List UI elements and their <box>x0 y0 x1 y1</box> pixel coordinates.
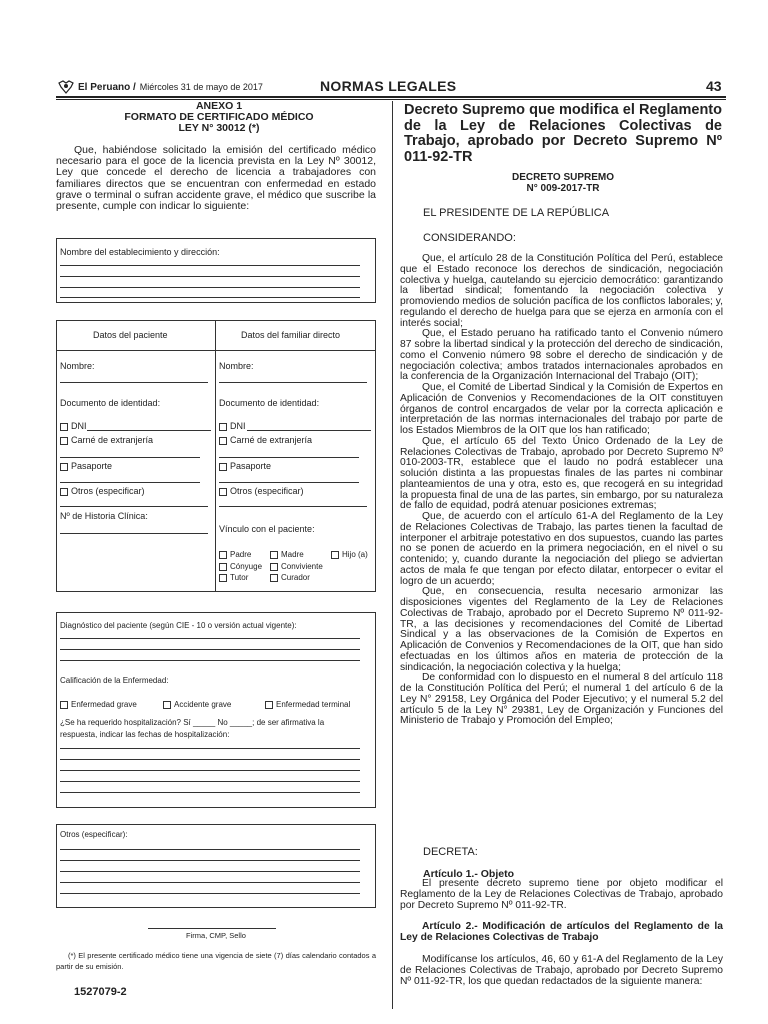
relative-other-option[interactable]: Otros (especificar) <box>219 486 304 496</box>
option-curador[interactable]: Curador <box>270 573 310 582</box>
clinical-history-label: Nº de Historia Clínica: <box>60 511 148 521</box>
checkbox-icon[interactable] <box>219 463 227 471</box>
checkbox-icon[interactable] <box>270 551 278 559</box>
form-line[interactable] <box>60 660 360 661</box>
form-line[interactable] <box>60 770 360 771</box>
option-serious-accident[interactable]: Accidente grave <box>163 700 231 709</box>
relative-dni-option[interactable]: DNI <box>219 421 246 431</box>
annex-number: ANEXO 1 <box>195 100 243 112</box>
patient-other-option[interactable]: Otros (especificar) <box>60 486 145 496</box>
checkbox-icon[interactable] <box>60 437 68 445</box>
other-label: Otros (especificar): <box>60 830 128 839</box>
relative-id-label: Documento de identidad: <box>219 398 320 408</box>
patient-passport-option[interactable]: Pasaporte <box>60 461 112 471</box>
establishment-box <box>56 238 376 303</box>
signature-line[interactable] <box>148 928 276 929</box>
article-2-heading: Artículo 2.- Modificación de artículos del Reglamento de la Ley de Relaciones Colectivas de Trabajo <box>400 921 723 943</box>
patient-dni-field[interactable] <box>87 430 211 431</box>
checkbox-icon[interactable] <box>60 423 68 431</box>
form-line[interactable] <box>60 781 360 782</box>
publication-code: 1527079-2 <box>74 986 127 998</box>
clinical-history-field[interactable] <box>60 533 208 534</box>
form-line[interactable] <box>60 287 360 288</box>
annex-intro: Que, habiéndose solicitado la emisión del certificado médico necesario para el goce de la licencia prevista en la Ley Nº 30012, Ley que concede el derecho de licencia a trabajadores con familiares directos que se encuentran con enfermedad en estado grave o terminal o sufran accidente grave, el médico que suscribe la presente, cumple con indicar lo siguiente: <box>56 144 376 213</box>
diagnosis-box <box>56 612 376 808</box>
option-serious-illness[interactable]: Enfermedad grave <box>60 700 137 709</box>
masthead <box>58 80 263 94</box>
form-line[interactable] <box>60 893 360 894</box>
form-line[interactable] <box>60 297 360 298</box>
considerando-heading: CONSIDERANDO: <box>423 232 516 244</box>
checkbox-icon[interactable] <box>270 574 278 582</box>
checkbox-icon[interactable] <box>219 437 227 445</box>
form-line[interactable] <box>60 860 360 861</box>
checkbox-icon[interactable] <box>60 701 68 709</box>
relative-passport-field[interactable] <box>219 482 359 483</box>
article-1-text: El presente decreto supremo tiene por objeto modificar el Reglamento de la Ley de Relaciones Colectivas de Trabajo, aprobado por Decreto Supremo Nº 011-92-TR. <box>400 878 723 911</box>
decree-number: N° 009-2017-TR <box>526 183 600 194</box>
paragraph: Que, el Comité de Libertad Sindical y la Comisión de Expertos en Aplicación de Convenios y Recomendaciones de la OIT constituyen órganos de control encargados de velar por la correcta aplicación e interpretación de las normas internacionales del trabajo por parte de los Estados Miembros de la OIT que los han ratificado; <box>400 382 723 436</box>
relationship-label: Vínculo con el paciente: <box>219 524 315 534</box>
decree-number-block <box>404 172 722 194</box>
severity-label: Calificación de la Enfermedad: <box>60 676 169 685</box>
paragraph: Que, en consecuencia, resulta necesario armonizar las disposiciones vigentes del Reglamento de la Ley de Relaciones Colectivas de Trabajo, aprobado por el Decreto Supremo Nº 011-92-TR, a las decisiones y recomendaciones del Comité de Libertad Sindical y a las observaciones de la Comisión de Expertos en Aplicación de Convenios y Recomendaciones de la OIT, que han sido efectuadas en los últimos años en materia de protección de la sindicación, la negociación colectiva y la huelga; <box>400 586 723 673</box>
relative-carne-option[interactable]: Carné de extranjería <box>219 435 312 445</box>
diagnosis-label: Diagnóstico del paciente (según CIE - 10 o versión actual vigente): <box>60 621 297 630</box>
checkbox-icon[interactable] <box>219 563 227 571</box>
checkbox-icon[interactable] <box>219 574 227 582</box>
article-1-heading: Artículo 1.- Objeto <box>423 868 515 880</box>
issue-date: Miércoles 31 de mayo de 2017 <box>139 82 263 92</box>
paragraph: Que, el artículo 28 de la Constitución Política del Perú, establece que el Estado reconoce los derechos de sindicación, negociación colectiva y huelga, cautelando su ejercicio democrático: garantizando la libertad sindical; fomentando la negociación colectiva y promoviendo medios de solución pacífica de los conflictos laborales; y, regulando el derecho de huelga para que se ejerza en armonía con el interés social; <box>400 253 723 329</box>
checkbox-icon[interactable] <box>163 701 171 709</box>
paragraph: De conformidad con lo dispuesto en el numeral 8 del artículo 118 de la Constitución Política del Perú; el numeral 1 del artículo 6 de la Ley N° 29158, Ley Orgánica del Poder Ejecutivo; y el numeral 5.2 del artículo 5 de la Ley N° 29381, Ley de Organización y Funciones del Ministerio de Trabajo y Promoción del Empleo; <box>400 672 723 727</box>
paragraph: Que, el artículo 65 del Texto Único Ordenado de la Ley de Relaciones Colectivas de Trabajo, aprobado por Decreto Supremo Nº 010-2003-TR, establece que el laudo no podrá establecer una solución distinta a las propuestas finales de las partes ni combinar planteamientos de una y otra, esto es, que recogerá en su integridad la propuesta final de una de las partes, sin embargo, por su naturaleza de fallo de equidad, podrá atenuar posiciones extremas; <box>400 435 723 512</box>
annex-title: FORMATO DE CERTIFICADO MÉDICO <box>124 111 314 123</box>
president-heading: EL PRESIDENTE DE LA REPÚBLICA <box>423 207 610 219</box>
column-divider <box>392 101 393 1009</box>
row-divider <box>57 350 375 351</box>
annex-heading <box>56 101 382 134</box>
form-line[interactable] <box>60 759 360 760</box>
checkbox-icon[interactable] <box>219 488 227 496</box>
relative-name-field[interactable] <box>219 382 367 383</box>
relative-name-label: Nombre: <box>219 361 254 371</box>
form-line[interactable] <box>60 792 360 793</box>
column-divider-inner <box>215 321 216 591</box>
patient-header: Datos del paciente <box>93 330 168 340</box>
newspaper-brand: El Peruano / <box>78 81 136 93</box>
patient-relative-box <box>56 320 376 592</box>
checkbox-icon[interactable] <box>331 551 339 559</box>
decree-title: Decreto Supremo que modifica el Reglamento de la Ley de Relaciones Colectivas de Trabajo, aprobado por Decreto Supremo Nº 011-92-TR <box>404 102 722 165</box>
form-line[interactable] <box>60 649 360 650</box>
patient-other-field[interactable] <box>60 506 208 507</box>
patient-name-label: Nombre: <box>60 361 95 371</box>
article-2-text: Modifícanse los artículos, 46, 60 y 61-A del Reglamento de la Ley de Relaciones Colectivas de Trabajo, aprobado por Decreto Supremo Nº 011-92-TR, los que quedan redactados de la siguiente manera: <box>400 954 723 987</box>
relative-passport-option[interactable]: Pasaporte <box>219 461 271 471</box>
option-conyuge[interactable]: Cónyuge <box>219 562 262 571</box>
form-line[interactable] <box>60 871 360 872</box>
form-line[interactable] <box>60 276 360 277</box>
relative-header: Datos del familiar directo <box>241 330 341 340</box>
checkbox-icon[interactable] <box>219 423 227 431</box>
option-madre[interactable]: Madre <box>270 550 304 559</box>
relative-dni-field[interactable] <box>247 430 371 431</box>
checkbox-icon[interactable] <box>60 488 68 496</box>
patient-name-field[interactable] <box>60 382 208 383</box>
checkbox-icon[interactable] <box>270 563 278 571</box>
option-tutor[interactable]: Tutor <box>219 573 248 582</box>
checkbox-icon[interactable] <box>60 463 68 471</box>
patient-passport-field[interactable] <box>60 482 200 483</box>
relative-carne-field[interactable] <box>219 457 359 458</box>
checkbox-icon[interactable] <box>219 551 227 559</box>
other-box <box>56 824 376 908</box>
patient-dni-option[interactable]: DNI <box>60 421 87 431</box>
hospitalization-dates-label: respuesta, indicar las fechas de hospitalización: <box>60 730 230 739</box>
option-padre[interactable]: Padre <box>219 550 251 559</box>
paragraph: Que, el Estado peruano ha ratificado tanto el Convenio número 87 sobre la libertad sindical y la protección del derecho de sindicación, como el Convenio número 98 sobre el derecho de sindicación y de negociación colectiva; ambos tratados internacionales aprobados en la conferencia de la Organización Internacional del Trabajo (OIT); <box>400 328 723 383</box>
decreta-heading: DECRETA: <box>423 846 478 858</box>
form-line[interactable] <box>60 882 360 883</box>
section-title: NORMAS LEGALES <box>320 78 457 94</box>
patient-carne-option[interactable]: Carné de extranjería <box>60 435 153 445</box>
relative-other-field[interactable] <box>219 506 367 507</box>
patient-id-label: Documento de identidad: <box>60 398 161 408</box>
checkbox-icon[interactable] <box>265 701 273 709</box>
form-line[interactable] <box>60 849 360 850</box>
hospitalization-question: ¿Se ha requerido hospitalización? Sí _____ No _____; de ser afirmativa la <box>60 718 325 727</box>
option-hijo[interactable]: Hijo (a) <box>331 550 368 559</box>
validity-note: (*) El presente certificado médico tiene una vigencia de siete (7) días calendario contados a partir de su emisión. <box>56 951 376 971</box>
option-conviviente[interactable]: Conviviente <box>270 562 323 571</box>
form-line[interactable] <box>60 638 360 639</box>
page-number: 43 <box>706 78 722 94</box>
form-line[interactable] <box>60 265 360 266</box>
coat-of-arms-icon <box>58 80 74 94</box>
form-line[interactable] <box>60 748 360 749</box>
signature-caption: Firma, CMP, Sello <box>186 931 246 940</box>
option-terminal-illness[interactable]: Enfermedad terminal <box>265 700 350 709</box>
decree-label: DECRETO SUPREMO <box>511 172 615 183</box>
annex-law: LEY N° 30012 (*) <box>178 122 260 134</box>
paragraph: Que, de acuerdo con el artículo 61-A del Reglamento de la Ley de Relaciones Colectivas de Trabajo, las partes tienen la facultad de interponer el arbitraje potestativo en dos supuestos, cuando las partes no se ponen de acuerdo en la primera negociación, en el nivel o su contenido; y, cuando durante la negociación del pliego se adviertan actos de mala fe que tengan por efecto dilatar, entorpecer o evitar el logro de un acuerdo; <box>400 511 723 587</box>
patient-carne-field[interactable] <box>60 457 200 458</box>
considerando-body <box>400 254 723 727</box>
header-rule <box>56 96 726 98</box>
header-rule-thin <box>56 99 726 100</box>
establishment-label: Nombre del establecimiento y dirección: <box>60 247 220 257</box>
